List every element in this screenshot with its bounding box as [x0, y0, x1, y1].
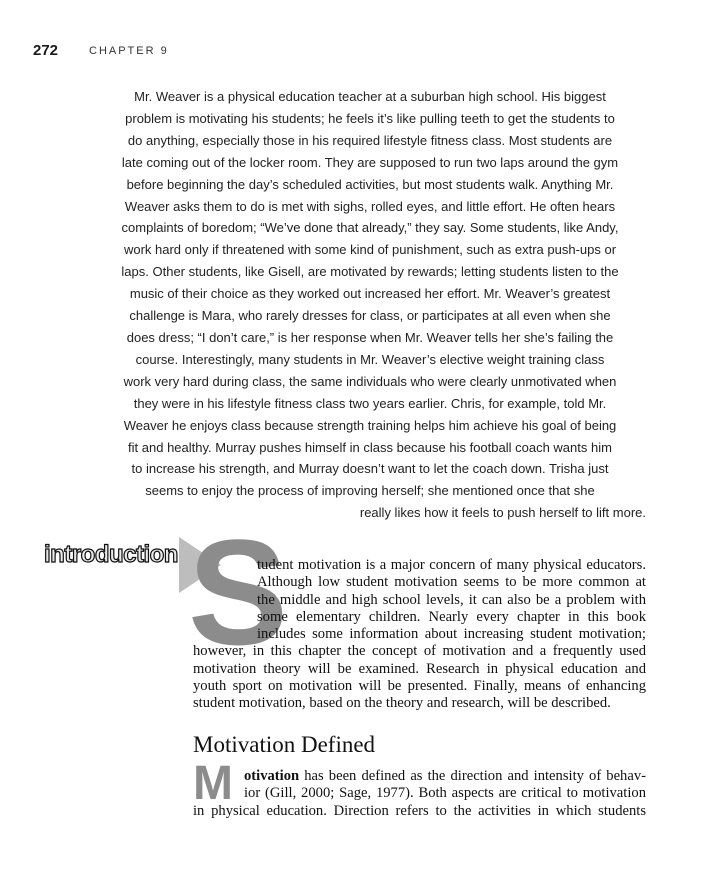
vignette-line: music of their choice as they worked out increased her effort. Mr. Weaver’s greatest — [129, 286, 611, 302]
vignette-line: seems to enjoy the process of improving herself; she mentioned once that she — [145, 483, 595, 499]
vignette-line: does dress; “I don’t care,” is her response when Mr. Weaver tells her she’s failing the — [126, 329, 614, 345]
vignette-line: problem is motivating his students; he feels it’s like pulling teeth to get the students to — [125, 110, 615, 126]
introduction-paragraph — [193, 557, 646, 713]
vignette-line: before beginning the day’s scheduled activities, but most students walk. Anything Mr. — [126, 176, 614, 192]
drop-cap-m: M — [193, 757, 233, 810]
vignette-line: challenge is Mara, who rarely dresses for class, or participates at all even when she — [129, 308, 611, 324]
vignette-line: work hard only if threatened with some kind of punishment, such as extra push-ups or — [123, 242, 617, 258]
intro-line: includes some information about increasing student motivation; — [257, 626, 646, 643]
drop-cap-s: S — [188, 508, 289, 676]
vignette-line: fit and healthy. Murray pushes himself in class because his football coach wants him — [128, 439, 612, 455]
definition-line: ior (Gill, 2000; Sage, 1977). Both aspects are critical to motivation — [244, 785, 646, 802]
vignette-line: do anything, especially those in his required lifestyle fitness class. Most students are — [127, 132, 613, 148]
intro-line: some elementary children. Nearly every chapter in this book — [257, 608, 646, 625]
section-title: Motivation Defined — [193, 732, 376, 757]
intro-line: student motivation, based on the theory and research, will be described. — [193, 695, 611, 712]
vignette-line: complaints of boredom; “We’ve done that already,” they say. Some students, like Andy, — [121, 220, 619, 236]
page-number: 272 — [33, 42, 59, 59]
vignette-line: Mr. Weaver is a physical education teacher at a suburban high school. His biggest — [134, 89, 606, 104]
intro-line: tudent motivation is a major concern of many physical educators. — [257, 557, 646, 573]
chapter-label: CHAPTER 9 — [89, 45, 169, 57]
vignette-line: late coming out of the locker room. They are supposed to run two laps around the gym — [121, 154, 619, 170]
vignette-line: course. Interestingly, many students in Mr. Weaver’s elective weight training class — [135, 351, 605, 367]
intro-line: the middle and high school levels, it can also be a problem with — [257, 591, 646, 608]
vignette-line: Weaver he enjoys class because strength training helps him achieve his goal of being — [123, 417, 617, 433]
term-motivation: otivation — [244, 768, 300, 784]
introduction-label: introduction — [44, 541, 178, 568]
vignette-line: work very hard during class, the same individuals who were clearly unmotivated when — [123, 373, 617, 389]
vignette-line: Weaver asks them to do is met with sighs, rolled eyes, and little effort. He often hears — [124, 198, 616, 214]
vignette-line: really likes how it feels to push herself to lift more. — [359, 505, 646, 521]
vignette-line: they were in his lifestyle fitness class two years earlier. Chris, for example, told Mr. — [133, 395, 607, 411]
opening-vignette — [94, 86, 646, 524]
vignette-line: laps. Other students, like Gisell, are motivated by rewards; letting students listen to the — [121, 264, 619, 280]
definition-paragraph — [193, 757, 646, 820]
intro-line: youth sport on motivation will be presented. Finally, means of enhancing — [193, 678, 646, 695]
intro-line: motivation theory will be examined. Research in physical education and — [193, 660, 646, 677]
intro-line: Although low student motivation seems to be more common at — [257, 574, 646, 591]
vignette-line: to increase his strength, and Murray doesn’t want to let the coach down. Trisha just — [131, 461, 609, 477]
definition-line — [193, 768, 646, 785]
introduction-heading — [44, 541, 178, 573]
definition-line-rest: has been defined as the direction and intensity of behav- — [299, 768, 646, 784]
intro-line: however, in this chapter the concept of motivation and a frequently used — [193, 643, 646, 660]
definition-line: in physical education. Direction refers to the activities in which students — [193, 802, 646, 819]
